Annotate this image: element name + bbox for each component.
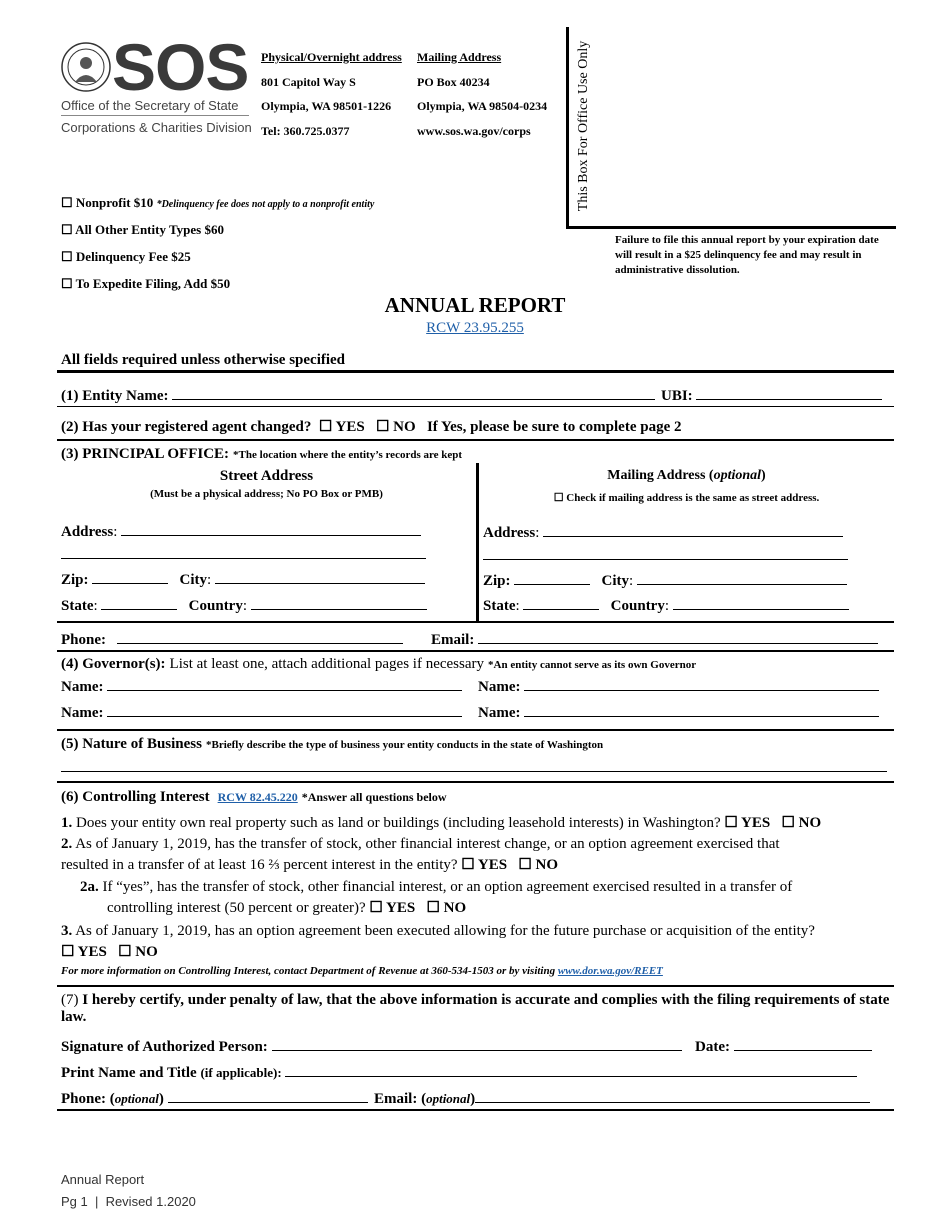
physical-street: 801 Capitol Way S [261,74,356,89]
mailing-address-title: Mailing Address ( [607,468,714,483]
physical-tel: Tel: 360.725.0377 [261,123,350,138]
ci-question-2a: If “yes”, has the transfer of stock, other financial interest, or an option agreement exercised resulted in a transfer of [102,879,793,895]
street-city-field[interactable] [215,569,425,584]
physical-city: Olympia, WA 98501-1226 [261,99,392,113]
nature-business-field[interactable] [61,771,887,772]
governor-name-label-3: Name: [61,705,104,721]
office-phone-label: Phone: [61,632,106,648]
mailing-country-field[interactable] [673,595,849,610]
agent-changed-yes-checkbox[interactable]: ☐ YES [318,419,365,435]
mailing-optional: optional [713,468,762,483]
date-field[interactable] [734,1036,872,1051]
mailing-country-label: Country [610,598,665,614]
governor-name-label-1: Name: [61,679,104,695]
ci-q3-yes-checkbox[interactable]: ☐ YES [61,944,107,960]
mailing-zip-label: Zip: [483,573,511,589]
logo-division-line: Corporations & Charities Division [61,120,252,135]
office-use-label: This Box For Office Use Only [576,40,591,212]
mailing-state-field[interactable] [523,595,599,610]
footer-page-info: Pg 1 | Revised 1.2020 [61,1194,196,1209]
ci-q2a-no-checkbox[interactable]: ☐ NO [426,900,467,916]
mailing-address-field-label: Address [483,525,536,541]
office-email-label: Email: [431,632,475,648]
governors-heading: (4) Governor(s): [61,656,166,672]
ci-q2a-yes-checkbox[interactable]: ☐ YES [369,900,416,916]
controlling-interest-note: *Answer all questions below [301,790,447,804]
mailing-address-field[interactable] [543,522,843,537]
ci-question-2a-cont: controlling interest (50 percent or greater)? [107,900,366,916]
agent-changed-no-checkbox[interactable]: ☐ NO [375,419,416,435]
office-phone-field[interactable] [117,629,403,644]
fee-delinquency-checkbox[interactable]: ☐ Delinquency Fee $25 [61,249,191,264]
street-state-label: State [61,598,94,614]
entity-name-field[interactable] [172,385,655,400]
ci-question-2: As of January 1, 2019, has the transfer of stock, other financial interest change, or an option agreement exercised that [75,836,780,852]
ci-q3-no-checkbox[interactable]: ☐ NO [118,944,158,960]
street-address-label: Address [61,524,114,540]
ci-question-3: As of January 1, 2019, has an option agreement been executed allowing for the future purchase or acquisition of the entity? [75,923,815,939]
agent-changed-question: (2) Has your registered agent changed? [61,419,312,435]
ci-q2-no-checkbox[interactable]: ☐ NO [518,857,559,873]
ci-q1-yes-checkbox[interactable]: ☐ YES [724,815,771,831]
governor-name-field-4[interactable] [524,702,879,717]
principal-office-heading: (3) PRINCIPAL OFFICE: [61,446,230,462]
mailing-zip-field[interactable] [514,570,590,585]
fee-expedite-checkbox[interactable]: ☐ To Expedite Filing, Add $50 [61,276,231,291]
rcw-link[interactable]: RCW 23.95.255 [426,320,524,336]
mailing-address-label: Mailing Address [417,50,502,64]
mailing-city-field[interactable] [637,570,847,585]
mailing-state-label: State [483,598,516,614]
fee-nonprofit-checkbox[interactable]: ☐ Nonprofit $10 [61,195,154,210]
controlling-interest-rcw-link[interactable]: RCW 82.45.220 [217,790,298,804]
street-zip-label: Zip: [61,572,89,588]
governors-text: List at least one, attach additional pages if necessary [169,656,485,672]
governor-name-field-3[interactable] [107,702,462,717]
certification-statement: I hereby certify, under penalty of law, that the above information is accurate and complies with the filing requirements of state law. [61,992,890,1025]
street-address-note: (Must be a physical address; No PO Box or PMB) [150,488,383,500]
governor-name-label-4: Name: [478,705,521,721]
ci-q1-no-checkbox[interactable]: ☐ NO [781,815,822,831]
street-address-title: Street Address [219,468,314,484]
cert-email-field[interactable] [475,1088,870,1103]
ci-info-text: For more information on Controlling Interest, contact Department of Revenue at 360-534-1503 or by visiting [61,965,556,977]
street-country-label: Country [188,598,243,614]
cert-email-label: Email: ( [374,1091,427,1107]
print-name-label: Print Name and Title [61,1065,197,1081]
footer-title: Annual Report [61,1172,145,1187]
page-title: ANNUAL REPORT [384,293,566,317]
ci-q2-yes-checkbox[interactable]: ☐ YES [461,857,508,873]
physical-address-label: Physical/Overnight address [261,50,402,64]
mailing-city-label: City [601,573,630,589]
office-email-field[interactable] [478,629,878,644]
mailing-address-line2[interactable] [483,559,848,560]
mailing-box: PO Box 40234 [417,74,490,89]
fee-nonprofit-note: *Delinquency fee does not apply to a nonprofit entity [156,199,375,210]
mailing-city: Olympia, WA 98504-0234 [417,99,548,113]
street-address-field[interactable] [121,521,421,536]
street-country-field[interactable] [251,595,427,610]
late-fee-warning: Failure to file this annual report by your expiration date will result in a $25 delinquency fee and may result in administrative dissolution. [615,234,879,276]
office-use-box [566,27,569,227]
governor-name-field-2[interactable] [524,676,879,691]
sos-logo-text: SOS [112,30,249,104]
street-zip-field[interactable] [92,569,168,584]
dor-reet-link[interactable]: www.dor.wa.gov/REET [557,965,663,977]
controlling-interest-heading: (6) Controlling Interest [61,789,210,805]
street-state-field[interactable] [101,595,177,610]
ubi-field[interactable] [696,385,882,400]
agent-changed-note: If Yes, please be sure to complete page 2 [426,419,682,435]
principal-office-note: *The location where the entity’s records are kept [233,449,463,461]
fee-other-checkbox[interactable]: ☐ All Other Entity Types $60 [61,222,224,237]
ubi-label: UBI: [661,388,693,404]
required-note: All fields required unless otherwise specified [61,352,346,368]
seal-logo [61,42,111,92]
cert-phone-field[interactable] [168,1088,368,1103]
nature-business-heading: (5) Nature of Business [61,736,202,752]
entity-name-label: (1) Entity Name: [61,388,169,404]
governor-name-field-1[interactable] [107,676,462,691]
signature-field[interactable] [272,1036,682,1051]
street-address-line2[interactable] [61,558,426,559]
governors-note: *An entity cannot serve as its own Governor [488,659,697,671]
governor-name-label-2: Name: [478,679,521,695]
date-label: Date: [695,1039,730,1055]
mailing-same-checkbox[interactable]: ☐ Check if mailing address is the same as street address. [553,492,820,504]
ci-question-1: Does your entity own real property such as land or buildings (including leasehold interests) in Washington? [76,815,721,831]
signature-label: Signature of Authorized Person: [61,1039,268,1055]
logo-office-line: Office of the Secretary of State [61,98,239,113]
nature-business-note: *Briefly describe the type of business your entity conducts in the state of Washington [205,739,604,751]
ci-question-2-cont: resulted in a transfer of at least 16 ⅔ percent interest in the entity? [61,857,458,873]
mailing-web: www.sos.wa.gov/corps [417,123,531,138]
print-name-field[interactable] [285,1062,857,1077]
cert-phone-label: Phone: ( [61,1091,115,1107]
street-city-label: City [179,572,208,588]
